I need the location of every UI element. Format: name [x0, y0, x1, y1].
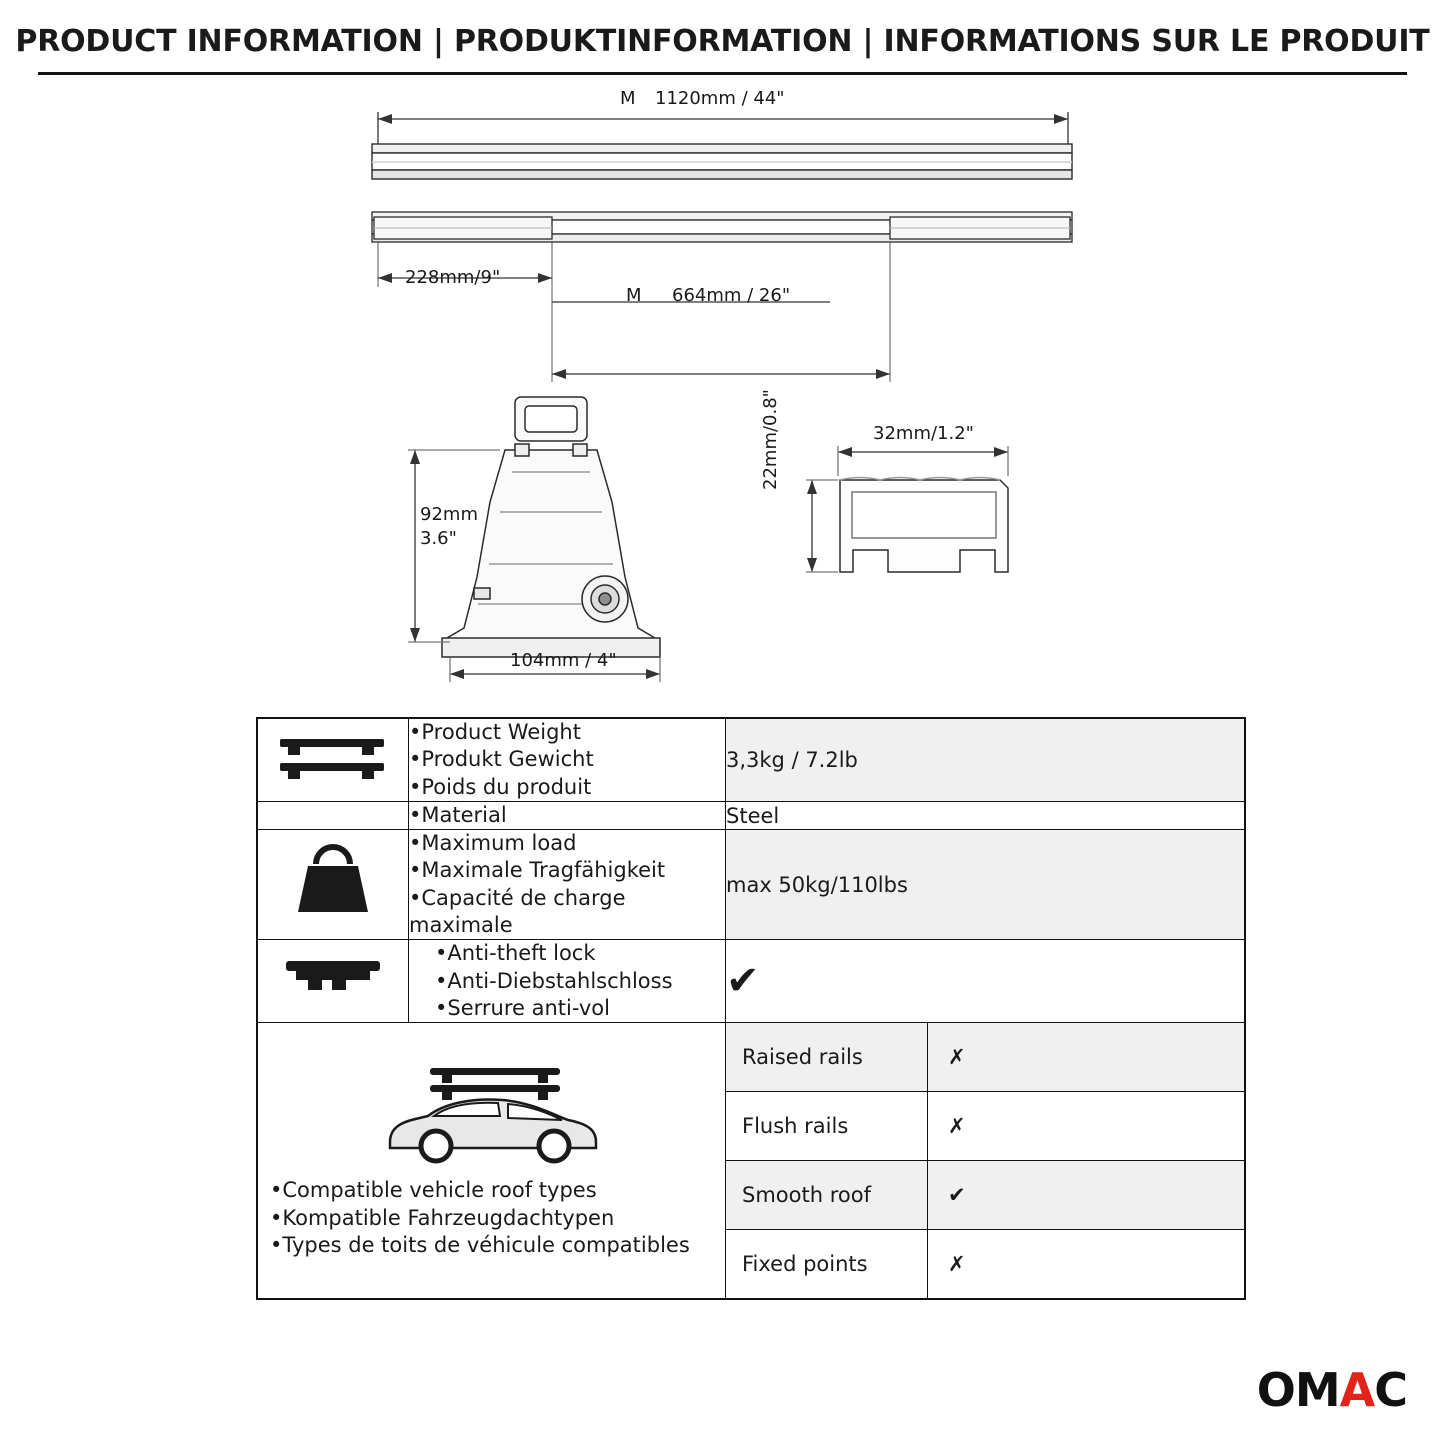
label-line: •Capacité de charge maximale: [409, 885, 626, 938]
roof-types-table: [726, 1023, 1244, 1298]
dim-foot-width: 104mm / 4": [510, 650, 617, 671]
lock-icon: [257, 940, 409, 1023]
table-row-roof-types: [257, 1023, 1245, 1300]
roof-type-mark: ✗: [928, 1230, 1245, 1299]
weight-icon: [257, 830, 409, 940]
roof-type-mark: ✗: [928, 1092, 1245, 1161]
row-value-maxload: max 50kg/110lbs: [726, 830, 1246, 940]
crossbars-icon: [257, 718, 409, 801]
roof-types-labels: [270, 1177, 713, 1259]
table-row: [257, 801, 1245, 829]
roof-type-row: [726, 1230, 1244, 1299]
roof-type-mark: ✗: [928, 1023, 1245, 1092]
check-icon: ✔: [726, 958, 760, 1005]
label-line: •Types de toits de véhicule compatibles: [270, 1232, 690, 1257]
dim-total-label: M: [620, 88, 636, 109]
roof-types-matrix-cell: [726, 1023, 1246, 1300]
material-icon-empty: [257, 801, 409, 829]
dim-foot-height: 92mm: [420, 504, 478, 525]
roof-type-row: [726, 1092, 1244, 1161]
row-value-weight: 3,3kg / 7.2lb: [726, 718, 1246, 801]
roof-type-name: Fixed points: [726, 1230, 928, 1299]
dim-total-value: 1120mm / 44": [655, 88, 785, 109]
table-row: [257, 940, 1245, 1023]
label-line: •Serrure anti-vol: [435, 995, 610, 1020]
brand-part2: C: [1374, 1363, 1407, 1417]
label-line: •Anti-Diebstahlschloss: [435, 968, 673, 993]
roof-type-name: Raised rails: [726, 1023, 928, 1092]
label-line: •Maximale Tragfähigkeit: [409, 858, 666, 883]
specs-table: [256, 717, 1246, 1300]
row-label-material: [409, 801, 726, 829]
brand-part1: OM: [1256, 1363, 1340, 1417]
dim-end-offset: 228mm/9": [405, 267, 501, 288]
label-line: •Compatible vehicle roof types: [270, 1178, 597, 1203]
table-row: [257, 830, 1245, 940]
row-label-weight: [409, 718, 726, 801]
car-with-rack-icon: [270, 1058, 713, 1173]
row-label-maxload: [409, 830, 726, 940]
roof-type-name: Flush rails: [726, 1092, 928, 1161]
label-line: •Material: [409, 802, 507, 827]
row-value-material: Steel: [726, 801, 1246, 829]
dim-profile-width: 32mm/1.2": [873, 423, 974, 444]
page-title: PRODUCT INFORMATION | PRODUKTINFORMATION | INFORMATIONS SUR LE PRODUIT: [15, 24, 1430, 59]
row-label-lock: [409, 940, 726, 1023]
label-line: •Produkt Gewicht: [409, 747, 594, 772]
brand-logo: [1257, 1363, 1407, 1417]
dim-span-value: 664mm / 26": [672, 285, 791, 306]
row-value-lock: [726, 940, 1246, 1023]
roof-type-name: Smooth roof: [726, 1161, 928, 1230]
dim-span-label: M: [626, 285, 642, 306]
dim-profile-height: 22mm/0.8": [760, 389, 781, 490]
roof-types-label-cell: [257, 1023, 726, 1300]
dim-foot-height-inch: 3.6": [420, 528, 457, 549]
brand-accent: A: [1339, 1363, 1375, 1417]
roof-type-row: [726, 1023, 1244, 1092]
label-line: •Poids du produit: [409, 774, 592, 799]
label-line: •Maximum load: [409, 831, 577, 856]
roof-type-mark: ✔: [928, 1161, 1245, 1230]
label-line: •Anti-theft lock: [435, 941, 596, 966]
technical-drawing: [0, 72, 1445, 772]
label-line: •Kompatible Fahrzeugdachtypen: [270, 1205, 615, 1230]
table-row: [257, 718, 1245, 801]
label-line: •Product Weight: [409, 720, 581, 744]
roof-type-row: [726, 1161, 1244, 1230]
